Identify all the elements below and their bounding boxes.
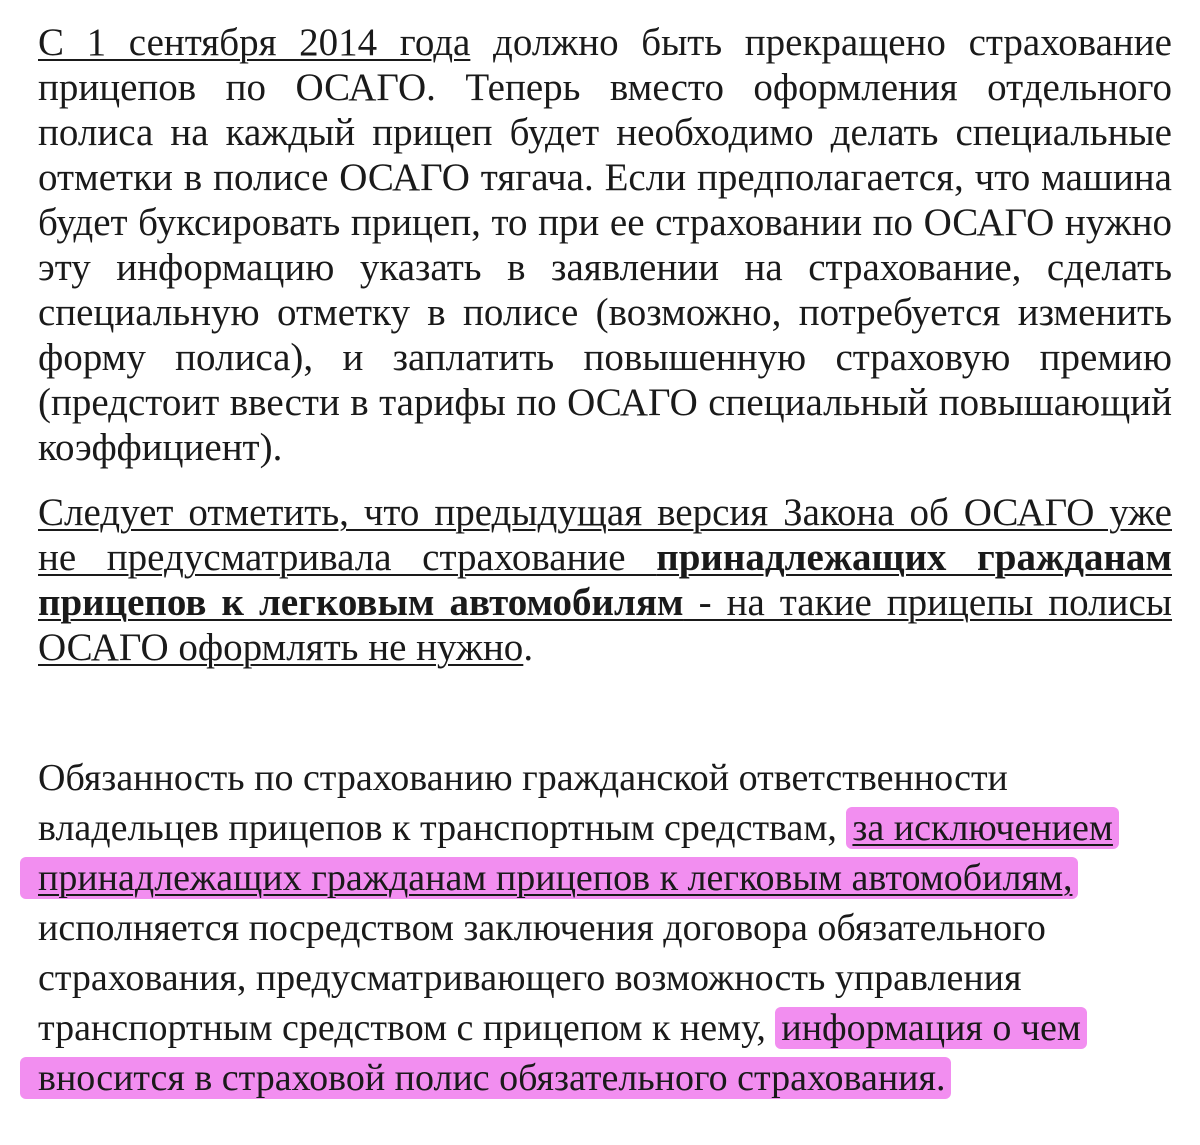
paragraph1-line-2: прицепов по ОСАГО. Теперь вместо оформления отдельного <box>38 66 1172 109</box>
line-text: ОСАГО оформлять не нужно <box>38 626 524 669</box>
period: . <box>523 626 534 669</box>
line-text: - на такие прицепы полисы <box>683 581 1173 624</box>
paragraph3-line-2 <box>38 805 1172 851</box>
paragraph2-line-1: Следует отметить, что предыдущая версия Закона об ОСАГО уже <box>38 491 1172 534</box>
highlighted-text: информация о чем <box>775 1007 1087 1049</box>
paragraph3-line-4: исполняется посредством заключения договора обязательного <box>38 907 1046 949</box>
paragraph3-line-5: страхования, предусматривающего возможность управления <box>38 957 1022 999</box>
highlighted-text: вносится в страховой полис обязательного страхования. <box>20 1057 951 1099</box>
paragraph3-line-6 <box>38 1005 1172 1051</box>
paragraph1-line-10: коэффициент). <box>38 426 283 469</box>
paragraph1-line-3: полиса на каждый прицеп будет необходимо делать специальные <box>38 111 1172 154</box>
line-text: владельцев прицепов к транспортным средствам, <box>38 807 847 849</box>
bold-text: прицепов к легковым автомобилям <box>38 581 684 624</box>
paragraph1-line-4: отметки в полисе ОСАГО тягача. Если предполагается, что машина <box>38 156 1172 199</box>
paragraph2-line-4 <box>38 625 1172 671</box>
highlighted-underlined-text: за исключением <box>846 807 1119 849</box>
paragraph2-line-2 <box>38 535 1172 581</box>
bold-text: принадлежащих гражданам <box>656 536 1172 579</box>
paragraph1-line-6: эту информацию указать в заявлении на страхование, сделать <box>38 246 1172 289</box>
paragraph3-line-1: Обязанность по страхованию гражданской ответственности <box>38 757 1008 799</box>
line-text: должно быть прекращено страхование <box>470 21 1172 64</box>
paragraph1-line-8: форму полиса), и заплатить повышенную страховую премию <box>38 336 1172 379</box>
paragraph1-line-7: специальную отметку в полисе (возможно, потребуется изменить <box>38 291 1172 334</box>
paragraph3-line-7 <box>20 1055 1154 1101</box>
line-text: не предусматривала страхование <box>38 536 657 579</box>
paragraph1-line-9: (предстоит ввести в тарифы по ОСАГО специальный повышающий <box>38 381 1172 424</box>
line-text: транспортным средством с прицепом к нему, <box>38 1007 776 1049</box>
date-underlined: С 1 сентября 2014 года <box>38 21 471 64</box>
paragraph2-line-3 <box>38 580 1172 626</box>
paragraph1-line-5: будет буксировать прицеп, то при ее страховании по ОСАГО нужно <box>38 201 1172 244</box>
paragraph1-line-1 <box>38 20 1172 66</box>
highlighted-underlined-text: принадлежащих гражданам прицепов к легковым автомобилям, <box>20 857 1078 899</box>
paragraph3-line-3 <box>20 855 1154 901</box>
